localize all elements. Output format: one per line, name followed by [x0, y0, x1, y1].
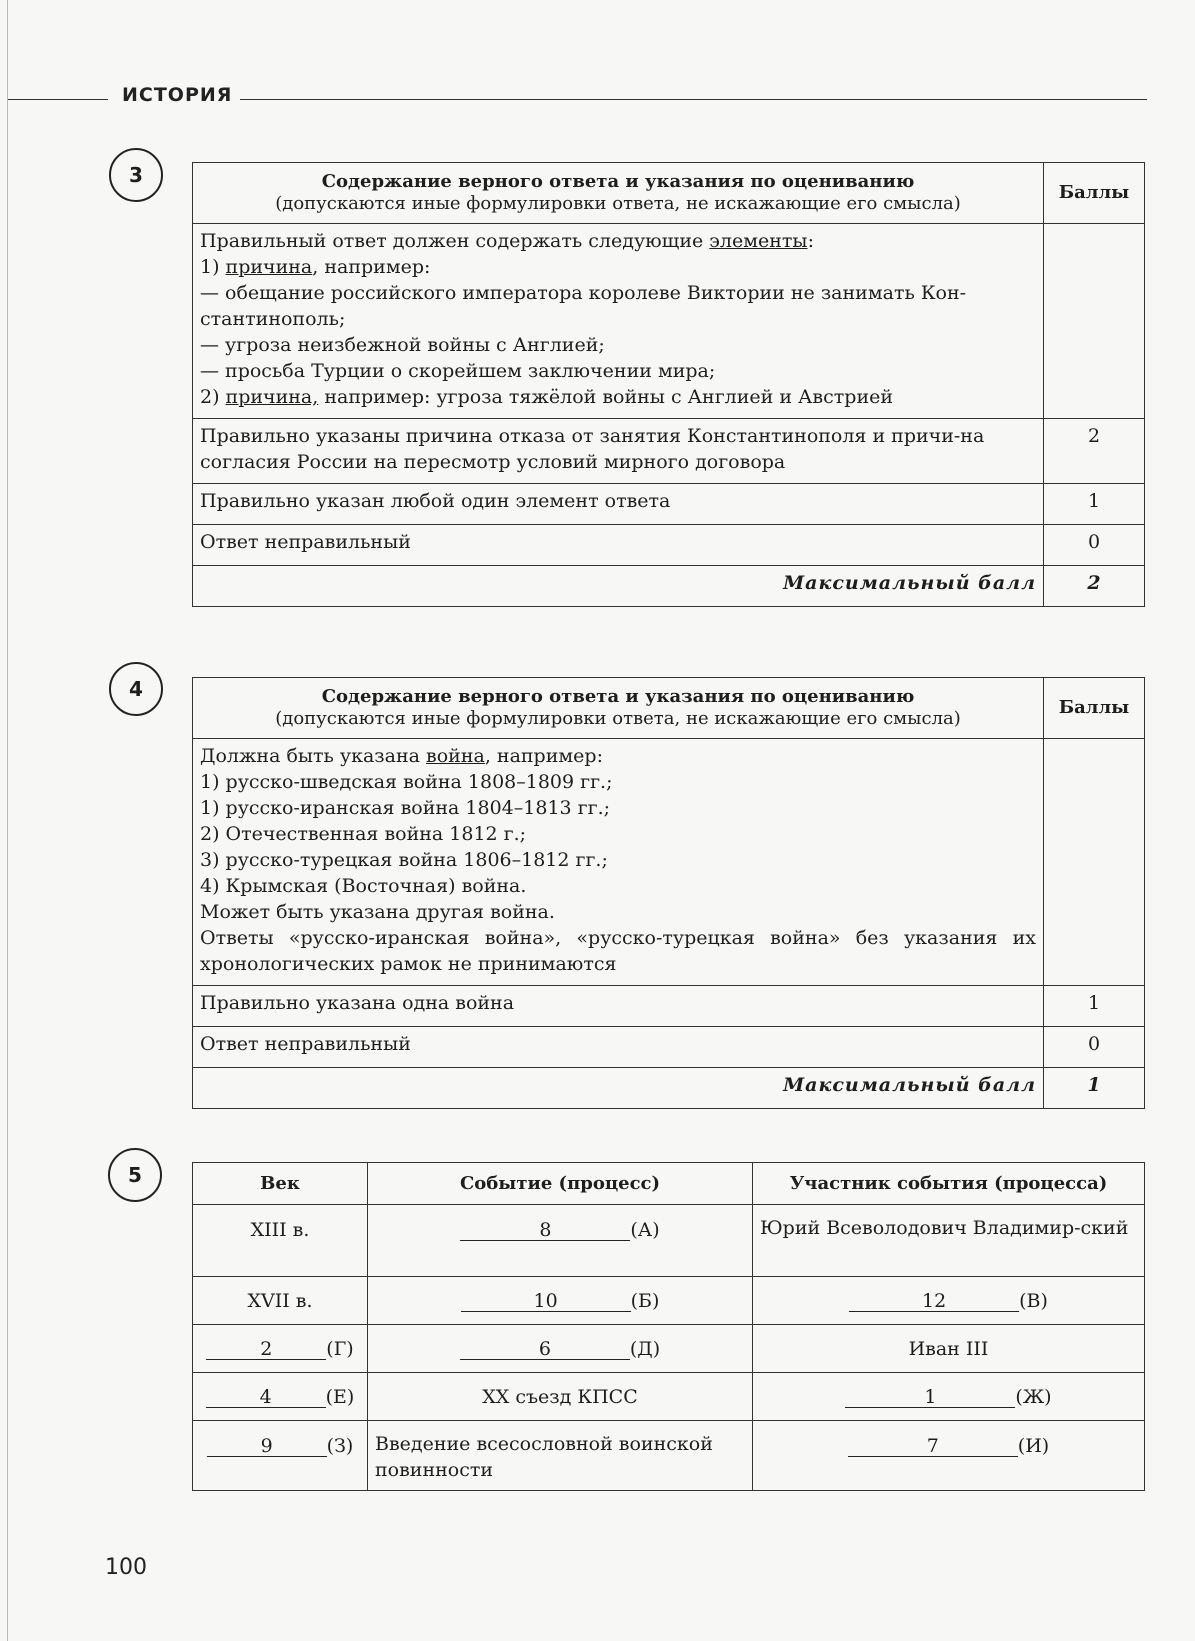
event-cell: Введение всесословной воинской повинности — [368, 1421, 753, 1491]
task-3-max-value: 2 — [1044, 566, 1145, 607]
participant-cell: Иван III — [753, 1325, 1145, 1373]
century-cell: 2 (Г) — [193, 1325, 368, 1373]
task-5-number: 5 — [108, 1148, 162, 1202]
col-header-event: Событие (процесс) — [368, 1163, 753, 1205]
task-3-max-label: Максимальный балл — [193, 566, 1044, 607]
answer-blank: 7 — [848, 1436, 1018, 1457]
header-rule-left — [8, 99, 108, 100]
event-cell: 8 (А) — [368, 1205, 753, 1277]
task-4-number: 4 — [109, 662, 163, 716]
answer-blank: 2 — [206, 1339, 326, 1360]
task-3-criterion-score: 1 — [1044, 484, 1145, 525]
task-3-criterion-score: 2 — [1044, 419, 1145, 484]
answer-blank: 12 — [849, 1291, 1019, 1312]
answer-blank: 4 — [206, 1387, 326, 1408]
task-4-max-value: 1 — [1044, 1068, 1145, 1109]
page-header-title: ИСТОРИЯ — [122, 84, 233, 106]
answer-blank: 9 — [207, 1436, 327, 1457]
task-4-answer-content: Должна быть указана война, например: 1) русско-шведская война 1808–1809 гг.; 1) русско-иранская война 1804–1813 гг.; 2) Отечественная война 1812 г.; 3) русско-турецкая война 1806–1812 гг.; 4) Крымская (Восточная) война. Может быть указана другая война. Ответы «русско-иранская война», «русско-турецкая война» без указания их хронологических рамок не принимаются — [193, 739, 1044, 986]
event-cell: XX съезд КПСС — [368, 1373, 753, 1421]
task-3-criterion-row: Правильно указан любой один элемент ответа — [193, 484, 1044, 525]
task-3-criterion-row: Правильно указаны причина отказа от занятия Константинополя и причи-на согласия России на пересмотр условий мирного договора — [193, 419, 1044, 484]
task-3-answer-content: Правильный ответ должен содержать следующие элементы: 1) причина, например: — обещание российского императора королеве Виктории не занимать Кон- стантинополь; — угроза неизбежной войны с Англией; — просьба Турции о скорейшем заключении мира; 2) причина, например: угроза тяжёлой войны с Англией и Австрией — [193, 224, 1044, 419]
table-row — [193, 1325, 1145, 1373]
century-cell: 9 (З) — [193, 1421, 368, 1491]
answer-blank: 8 — [460, 1220, 630, 1241]
task-3-number: 3 — [109, 148, 163, 202]
task-4-score-header: Баллы — [1044, 678, 1145, 739]
participant-cell: Юрий Всеволодович Владимир-ский — [753, 1205, 1145, 1277]
task-3-table — [192, 162, 1145, 607]
table-row — [193, 1421, 1145, 1491]
task-4-header: Содержание верного ответа и указания по оцениванию (допускаются иные формулировки ответа, не искажающие его смысла) — [193, 678, 1044, 739]
table-row — [193, 1373, 1145, 1421]
answer-blank: 1 — [845, 1387, 1015, 1408]
task-3-score-header: Баллы — [1044, 163, 1145, 224]
task-4-criterion-row: Правильно указана одна война — [193, 986, 1044, 1027]
col-header-century: Век — [193, 1163, 368, 1205]
page-margin-line — [7, 0, 8, 1641]
task-3-criterion-row: Ответ неправильный — [193, 525, 1044, 566]
participant-cell: 12 (В) — [753, 1277, 1145, 1325]
task-3-header: Содержание верного ответа и указания по оцениванию (допускаются иные формулировки ответа, не искажающие его смысла) — [193, 163, 1044, 224]
header-rule-right — [240, 99, 1147, 100]
page-number: 100 — [105, 1555, 147, 1580]
event-cell: 6 (Д) — [368, 1325, 753, 1373]
task-5-table — [192, 1162, 1145, 1491]
answer-blank: 10 — [461, 1291, 631, 1312]
task-4-table — [192, 677, 1145, 1109]
participant-cell: 7 (И) — [753, 1421, 1145, 1491]
task-4-max-label: Максимальный балл — [193, 1068, 1044, 1109]
table-row — [193, 1205, 1145, 1277]
task-4-criterion-score: 0 — [1044, 1027, 1145, 1068]
event-cell: 10 (Б) — [368, 1277, 753, 1325]
task-3-criterion-score: 0 — [1044, 525, 1145, 566]
col-header-participant: Участник события (процесса) — [753, 1163, 1145, 1205]
century-cell: XVII в. — [193, 1277, 368, 1325]
answer-blank: 6 — [460, 1339, 630, 1360]
century-cell: 4 (Е) — [193, 1373, 368, 1421]
table-row — [193, 1277, 1145, 1325]
century-cell: XIII в. — [193, 1205, 368, 1277]
task-4-criterion-score: 1 — [1044, 986, 1145, 1027]
participant-cell: 1 (Ж) — [753, 1373, 1145, 1421]
task-4-criterion-row: Ответ неправильный — [193, 1027, 1044, 1068]
